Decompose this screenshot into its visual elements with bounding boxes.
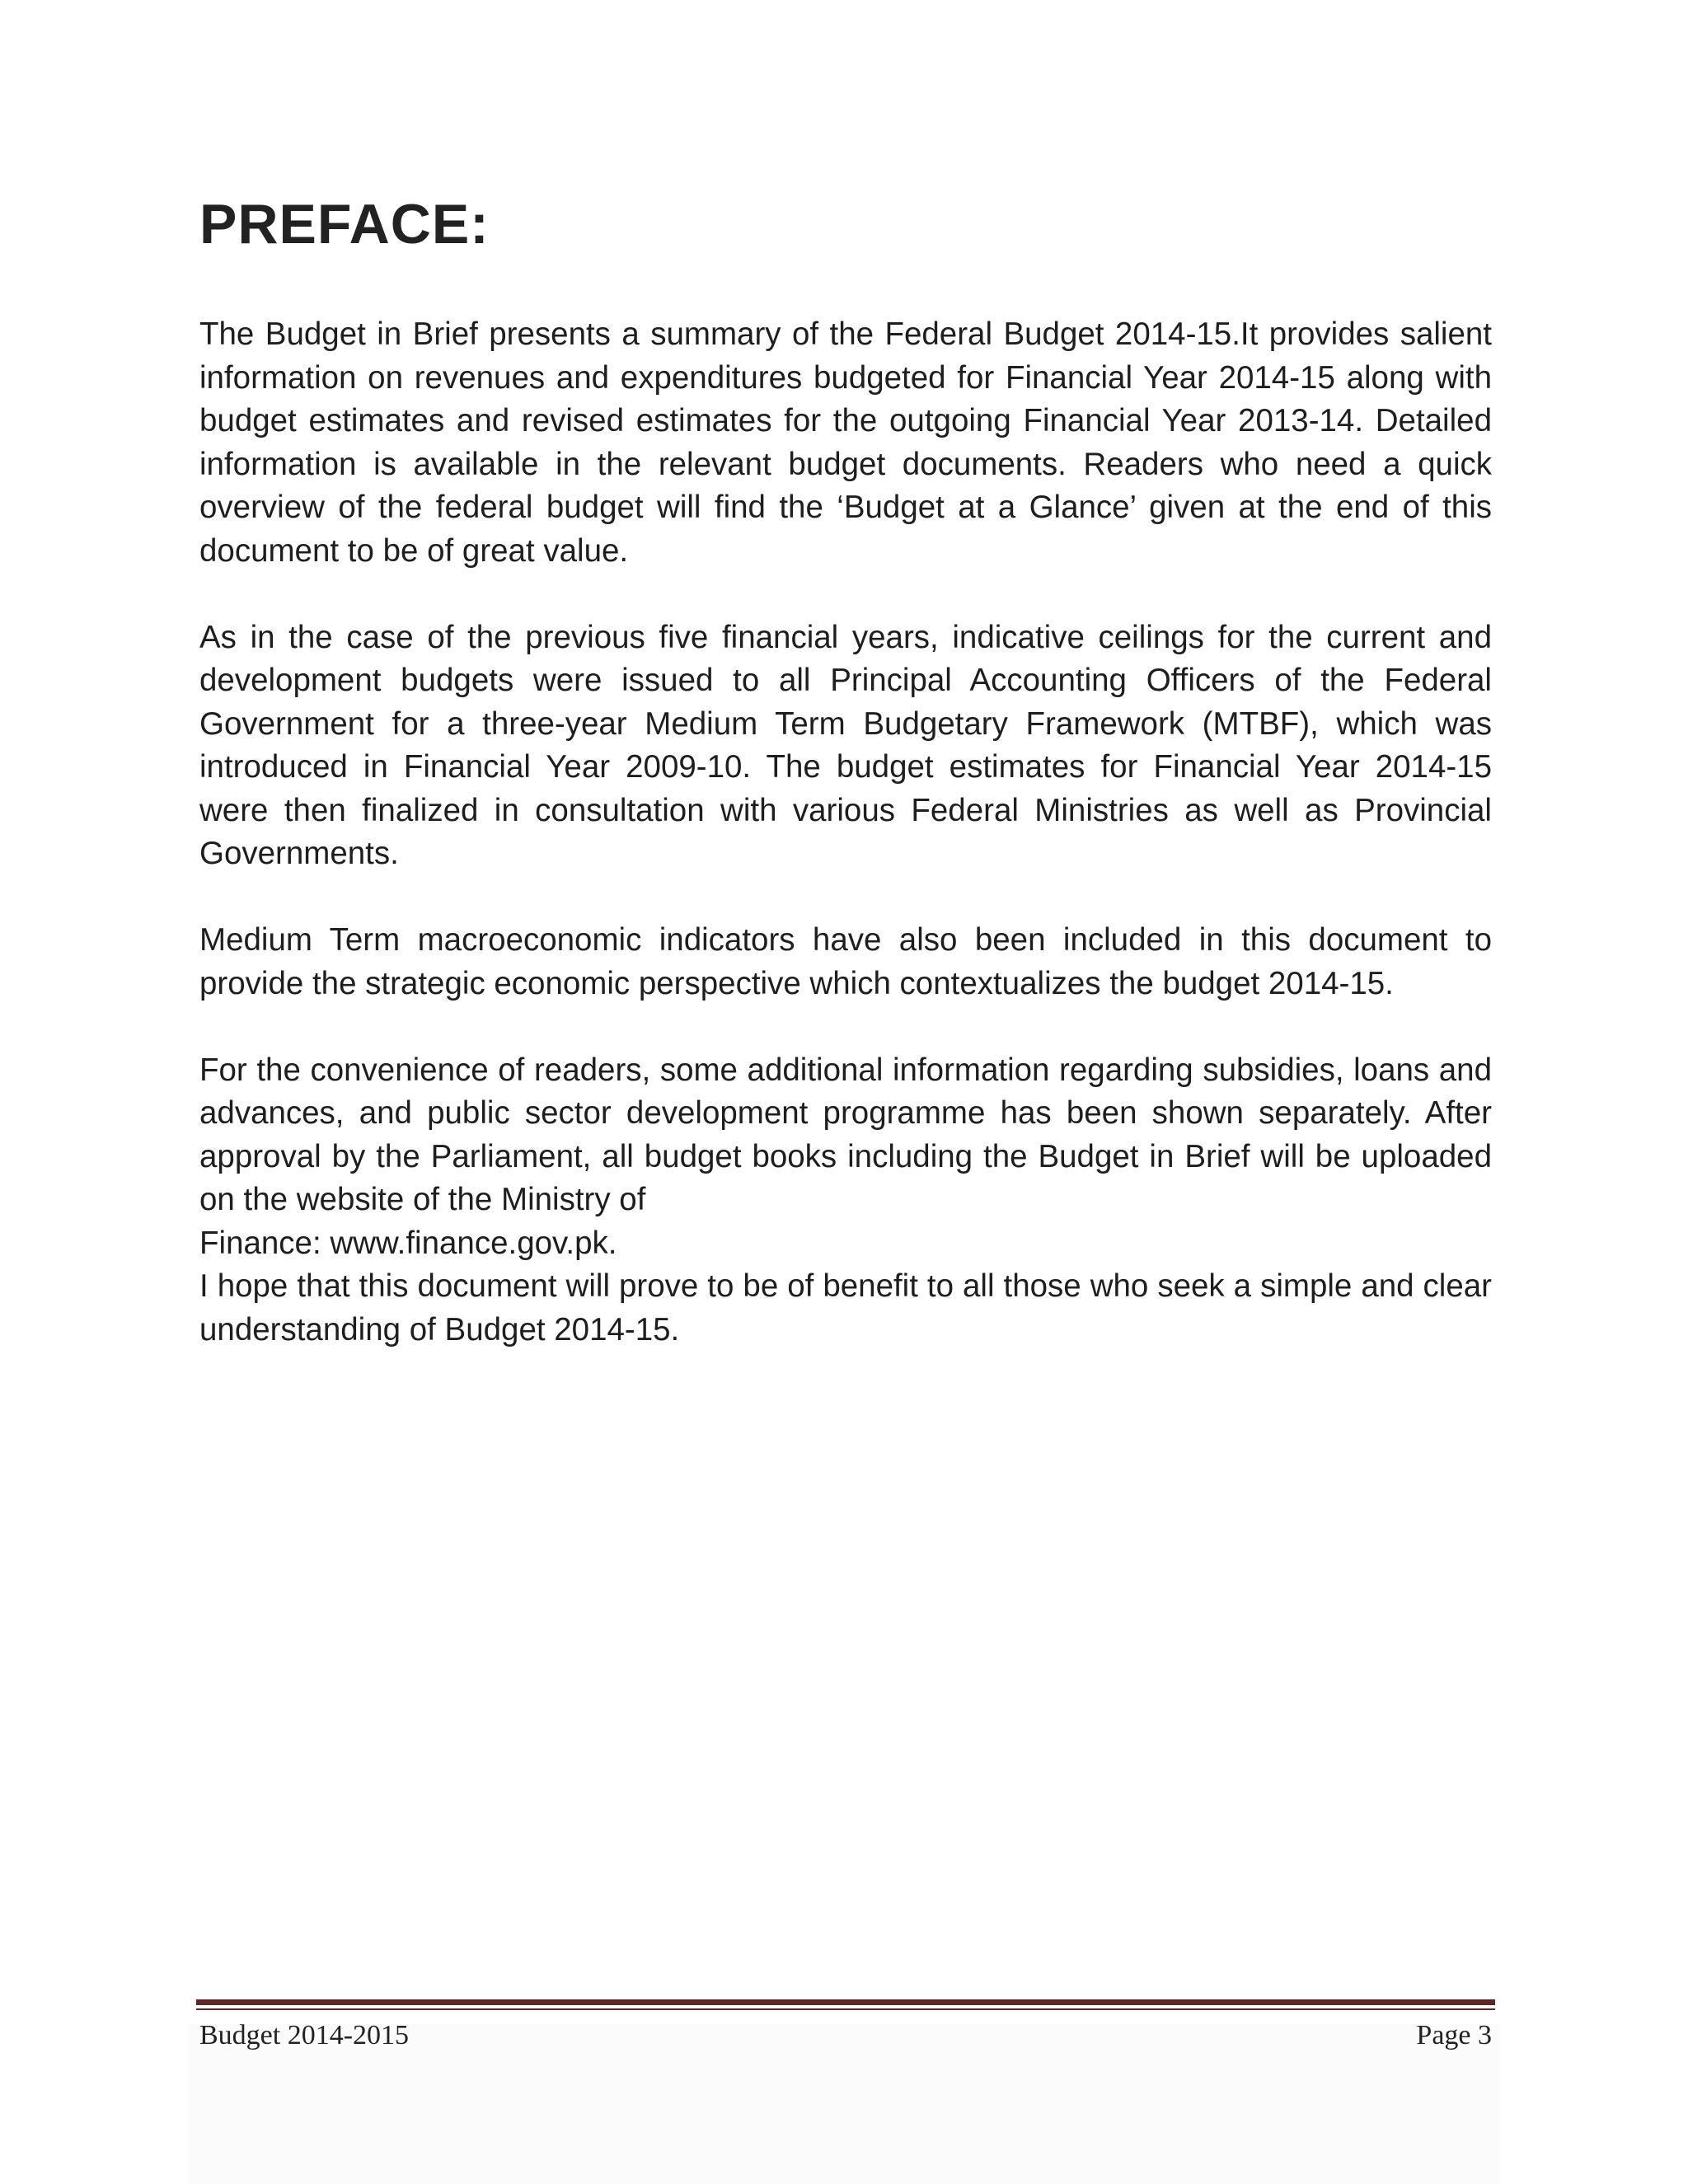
paragraph-closing: I hope that this document will prove to be of benefit to all those who seek a simple and clear understanding of Budget 2014-15. xyxy=(199,1268,1492,1347)
paragraph-macro-indicators: Medium Term macroeconomic indicators have also been included in this document to provide the strategic economic perspective which contextualizes the budget 2014-15. xyxy=(199,922,1492,1001)
paragraph-intro: The Budget in Brief presents a summary of the Federal Budget 2014-15.It provides salient information on revenues and expenditures budgeted for Financial Year 2014-15 along with budget estimates and revised estimates for the outgoing Financial Year 2013-14. Detailed information is available in the relevant budget documents. Readers who need a quick overview of the federal budget will find the ‘Budget at a Glance’ given at the end of this document to be of great value. xyxy=(199,316,1492,569)
footer-rule xyxy=(196,1999,1495,2005)
footer-page-number: Page 3 xyxy=(1416,2020,1492,2050)
paragraph-convenience: For the convenience of readers, some additional information regarding subsidies, loans and advances, and public sector development programme has been shown separately. After approval by the Parliament, all budget books including the Budget in Brief will be uploaded on the website of the Ministry of xyxy=(199,1052,1492,1217)
preface-body xyxy=(199,313,1492,1352)
paragraph-convenience-block xyxy=(199,1049,1492,1266)
footer-document-title: Budget 2014-2015 xyxy=(199,2020,410,2050)
page-heading: PREFACE: xyxy=(199,193,490,255)
footer-rule-thin xyxy=(196,2008,1495,2010)
paragraph-mtbf: As in the case of the previous five financial years, indicative ceilings for the current and development budgets were issued to all Principal Accounting Officers of the Federal Government for a three-year Medium Term Budgetary Framework (MTBF), which was introduced in Financial Year 2009-10. The budget estimates for Financial Year 2014-15 were then finalized in consultation with various Federal Ministries as well as Provincial Governments. xyxy=(199,619,1492,871)
finance-website-line: Finance: www.finance.gov.pk. xyxy=(199,1225,617,1261)
